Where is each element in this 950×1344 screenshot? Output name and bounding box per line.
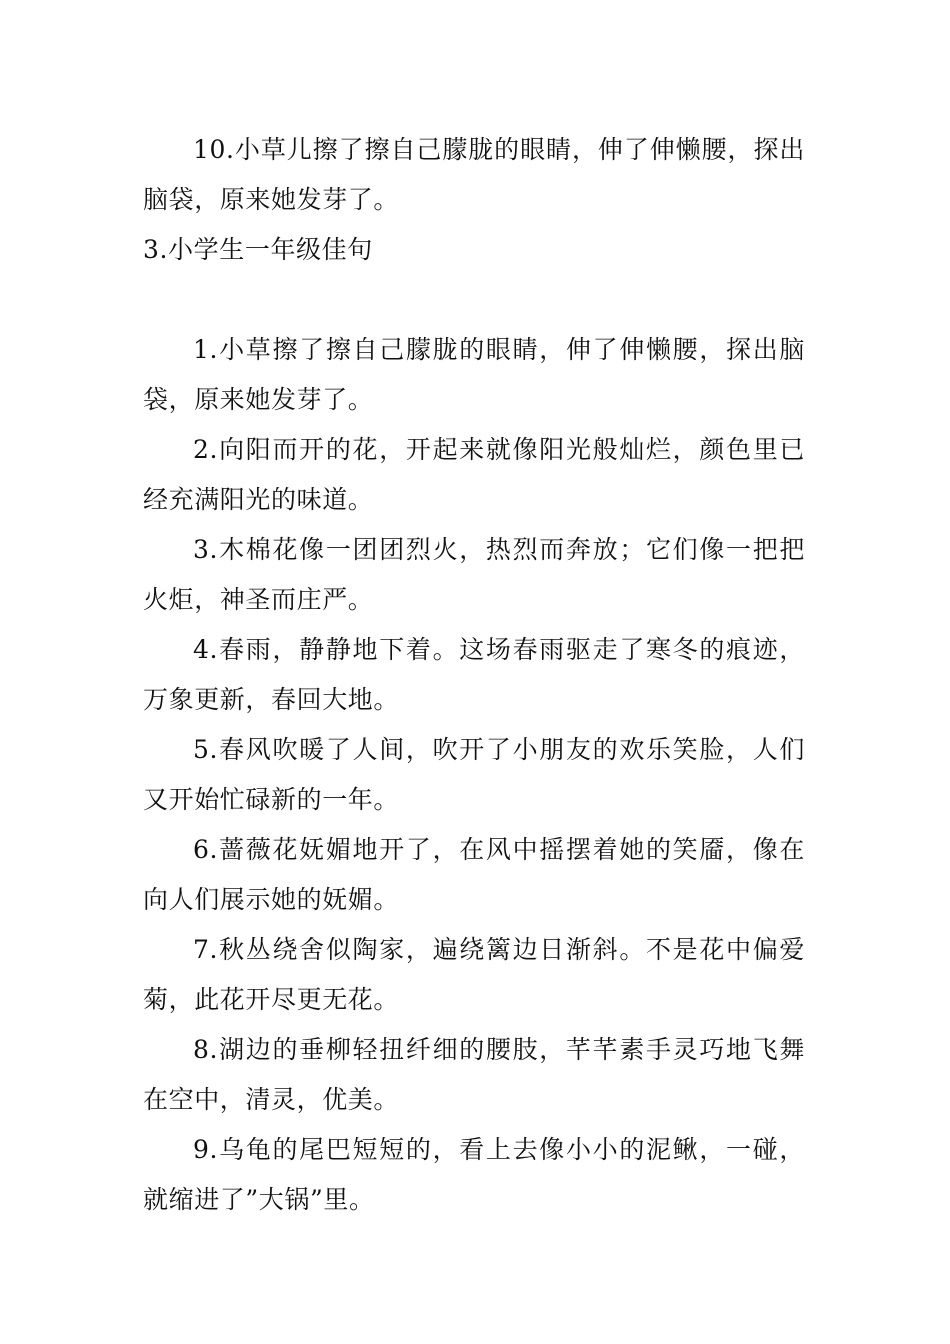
section-heading: 3.小学生一年级佳句 [143, 235, 373, 264]
list-item: 7.秋丛绕舍似陶家，遍绕篱边日渐斜。不是花中偏爱菊，此花开尽更无花。 [143, 935, 805, 1014]
list-item: 9.乌龟的尾巴短短的，看上去像小小的泥鳅，一碰，就缩进了”大锅”里。 [143, 1135, 805, 1214]
paragraph-item-10: 10.小草儿擦了擦自己朦胧的眼睛，伸了伸懒腰，探出脑袋，原来她发芽了。 [143, 135, 805, 214]
list-item: 3.木棉花像一团团烈火，热烈而奔放；它们像一把把火炬，神圣而庄严。 [143, 535, 805, 614]
sentence-list [143, 325, 805, 1225]
top-section [143, 125, 805, 275]
list-item: 4.春雨，静静地下着。这场春雨驱走了寒冬的痕迹，万象更新，春回大地。 [143, 635, 805, 714]
list-item: 8.湖边的垂柳轻扭纤细的腰肢，芊芊素手灵巧地飞舞在空中，清灵，优美。 [143, 1035, 805, 1114]
list-item: 1.小草擦了擦自己朦胧的眼睛，伸了伸懒腰，探出脑袋，原来她发芽了。 [143, 335, 805, 414]
list-item: 2.向阳而开的花，开起来就像阳光般灿烂，颜色里已经充满阳光的味道。 [143, 435, 805, 514]
list-item: 5.春风吹暖了人间，吹开了小朋友的欢乐笑脸，人们又开始忙碌新的一年。 [143, 735, 805, 814]
list-item: 6.蔷薇花妩媚地开了，在风中摇摆着她的笑靥，像在向人们展示她的妩媚。 [143, 835, 805, 914]
